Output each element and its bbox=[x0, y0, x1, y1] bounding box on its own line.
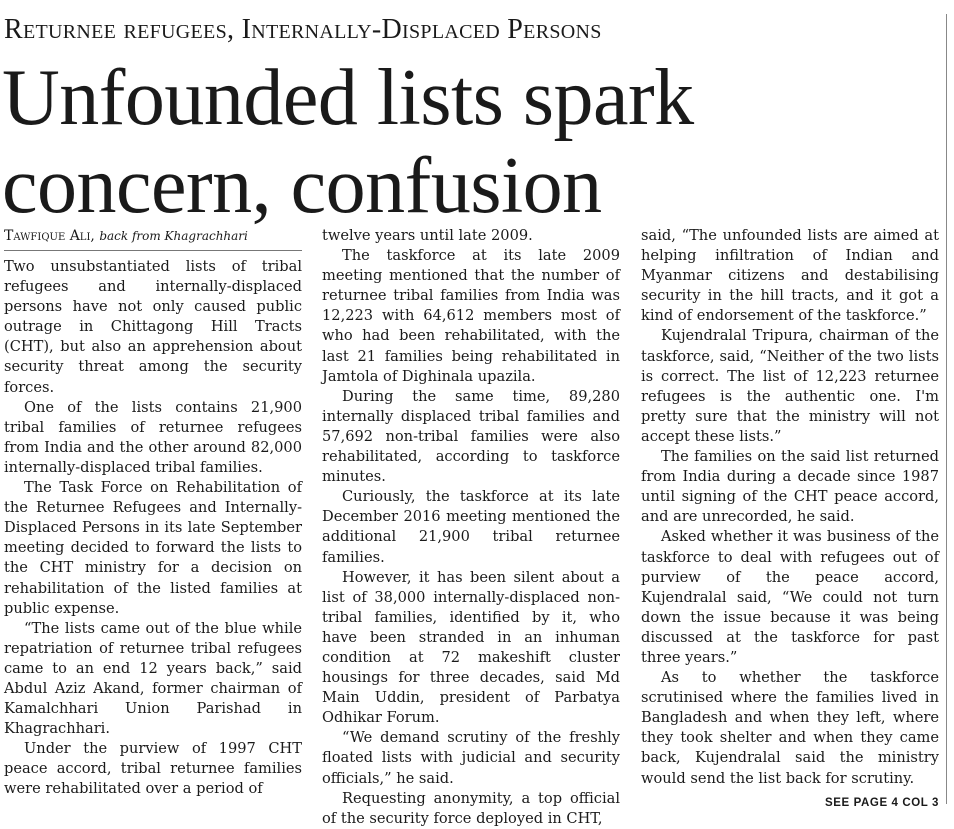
paragraph: One of the lists contains 21,900 tribal families of returnee refugees from India and the other around 82,000 internally-displaced tribal families. bbox=[4, 398, 302, 476]
headline bbox=[2, 54, 932, 230]
paragraph: Under the purview of 1997 CHT peace accord, tribal returnee families were rehabilitated over a period of bbox=[4, 740, 302, 798]
paragraph: Kujendralal Tripura, chairman of the taskforce, said, “Neither of the two lists is correct. The list of 12,223 returnee refugees is the authentic one. I'm pretty sure that the ministry will not accept these lists.” bbox=[641, 327, 939, 445]
column-1 bbox=[4, 226, 302, 800]
column-3 bbox=[641, 226, 939, 813]
kicker: Returnee refugees, Internally-Displaced Persons bbox=[4, 14, 602, 45]
paragraph: Asked whether it was business of the taskforce to deal with refugees out of purview of the peace accord, Kujendralal said, “We could not turn down the issue because it was being discussed at the taskforce for past three years.” bbox=[641, 528, 939, 666]
byline-dateline: back from Khagrachhari bbox=[99, 229, 248, 243]
column-2 bbox=[322, 226, 620, 829]
byline-author: Tawfique Ali, bbox=[4, 228, 95, 244]
paragraph: However, it has been silent about a list of 38,000 internally-displaced non-tribal families, identified by it, who have been stranded in an inhuman condition at 72 makeshift cluster housings for three decades, said Md Main Uddin, president of Parbatya Odhikar Forum. bbox=[322, 568, 620, 727]
headline-line-2: concern, confusion bbox=[2, 142, 602, 230]
byline bbox=[4, 226, 302, 251]
paragraph: Curiously, the taskforce at its late December 2016 meeting mentioned the additional 21,900 tribal returnee families. bbox=[322, 488, 620, 566]
headline-line-1: Unfounded lists spark bbox=[2, 54, 694, 142]
jump-line: SEE PAGE 4 COL 3 bbox=[825, 796, 939, 809]
paragraph: As to whether the taskforce scrutinised where the families lived in Bangladesh and when they left, where they took shelter and when they came back, Kujendralal said the ministry would send the list back for scrutiny. bbox=[641, 669, 939, 787]
paragraph: twelve years until late 2009. bbox=[322, 227, 533, 244]
paragraph: The families on the said list returned from India during a decade since 1987 until signing of the CHT peace accord, and are unrecorded, he said. bbox=[641, 448, 939, 526]
paragraph: During the same time, 89,280 internally displaced tribal families and 57,692 non-tribal families were also rehabilitated, according to taskforce minutes. bbox=[322, 387, 620, 486]
paragraph: The taskforce at its late 2009 meeting mentioned that the number of returnee tribal families from India was 12,223 with 64,612 members most of who had been rehabilitated, with the last 21 families being rehabilitated in Jamtola of Dighinala upazila. bbox=[322, 247, 620, 385]
paragraph: said, “The unfounded lists are aimed at helping infiltration of Indian and Myanmar citizens and destabilising security in the hill tracts, and it got a kind of endorsement of the taskforce.” bbox=[641, 227, 939, 325]
paragraph: Requesting anonymity, a top official of the security force deployed in CHT, bbox=[322, 789, 620, 827]
paragraph: The Task Force on Rehabilitation of the Returnee Refugees and Internally-Displaced Persons in its late September meeting decided to forward the lists to the CHT ministry for a decision on rehabilitation of the listed families at public expense. bbox=[4, 479, 302, 617]
paragraph: Two unsubstantiated lists of tribal refugees and internally-displaced persons have not only caused public outrage in Chittagong Hill Tracts (CHT), but also an apprehension about security threat among the security forces. bbox=[4, 258, 302, 396]
paragraph: “The lists came out of the blue while repatriation of returnee tribal refugees came to an end 12 years back,” said Abdul Aziz Akand, former chairman of Kamalchhari Union Parishad in Khagrachhari. bbox=[4, 619, 302, 738]
column-rule bbox=[946, 14, 947, 804]
paragraph: “We demand scrutiny of the freshly floated lists with judicial and security officials,” he said. bbox=[322, 729, 620, 787]
